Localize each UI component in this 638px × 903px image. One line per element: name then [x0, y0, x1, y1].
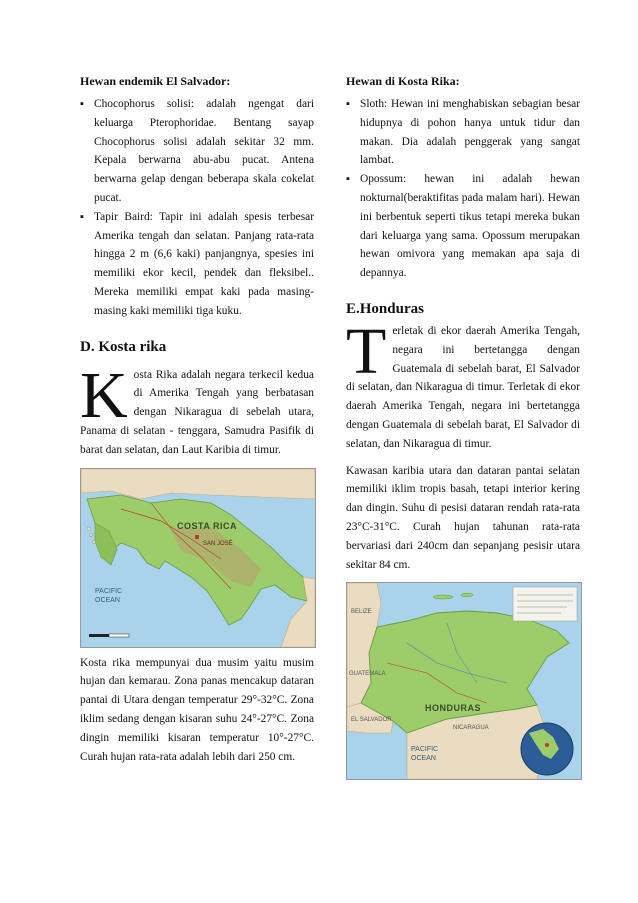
endemic-list: [80, 95, 314, 321]
map-label-country: HONDURAS: [425, 703, 482, 714]
animals-heading: Hewan di Kosta Rika:: [346, 74, 460, 88]
list-item: ▪ Chocophorus solisi: adalah ngengat dari keluarga Pterophoridae. Bentang sayap Chocophorus solisi adalah sekitar 32 mm. Kepala berwarna abu-abu pucat. Antena berwarna gelap dengan beberapa skala cokelat pucat.: [80, 95, 314, 208]
honduras-climate: Kawasan karibia utara dan dataran pantai selatan memiliki iklim tropis basah, tetapi interior kering dan dingin. Suhu di pesisi dataran rendah rata-rata 23°C-31°C. Curah hujan tahunan rata-rata bervariasi dari 240cm dan sepanjang pesisir utara sekitar 84 cm.: [346, 464, 580, 571]
map-label-guatemala: GUATEMALA: [349, 671, 386, 678]
map-label-el-salvador: EL SALVADOR: [351, 717, 392, 724]
dropcap: T: [346, 314, 387, 388]
list-item: ▪ Tapir Baird: Tapir ini adalah spesis terbesar Amerika tengah dan selatan. Panjang rata-rata hingga 2 m (6,6 kaki) panjangnya, spesies ini memiliki ekor kecil, pendek dan fleksibel.. Mereka memiliki empat kaki pada masing-masing kaki memiliki tiga kuku.: [80, 208, 314, 321]
map-label-ocean: PACIFIC OCEAN: [411, 746, 439, 763]
kosta-rika-climate: Kosta rika mempunyai dua musim yaitu musim hujan dan kemarau. Zona panas mencakup dataran pantai di Utara dengan temperatur 29°-32°C. Zona iklim sedang dengan kisaran suhu 24°-27°C. Zona dingin memiliki kisaran temperatur 10°-27°C. Curah hujan rata-rata adalah lebih dari 250 cm.: [80, 656, 314, 763]
honduras-map-svg: [347, 583, 581, 779]
list-item: ▪ Sloth: Hewan ini menghabiskan sebagian besar hidupnya di pohon hanya untuk tidur dan makan. Dia adalah penggerak yang sangat lambat.: [346, 95, 580, 170]
list-item: ▪ Opossum: hewan ini adalah hewan nokturnal(beraktifitas pada malam hari). Hewan ini berbentuk seperti tikus tetapi mereka bukan dari keluarga yang sama. Opossum merupakan hewan omivora yang memakan apa saja di depannya.: [346, 170, 580, 283]
map-label-capital: SAN JOSÉ: [203, 540, 233, 547]
section-title-kosta-rika: D. Kosta rika: [80, 338, 167, 355]
map-label-belize: BELIZE: [351, 609, 372, 616]
intro-text: osta Rika adalah negara terkecil kedua di Amerika Tengah yang berbatasan dengan Nikaragua di sebelah utara, Panama di selatan - tenggara, Samudra Pasifik di barat dan selatan, dan Laut Karibia di timur.: [80, 368, 314, 456]
map-label-nicaragua: NICARAGUA: [453, 725, 489, 732]
costa-rica-map-svg: [81, 469, 315, 647]
animal-list: [346, 95, 580, 283]
dropcap: K: [80, 358, 128, 432]
map-label-country: COSTA RICA: [177, 520, 237, 531]
honduras-intro: [346, 314, 580, 454]
costa-rica-map: [80, 468, 316, 648]
section-title-honduras: E.Honduras: [346, 300, 424, 317]
map-label-ocean: PACIFIC OCEAN: [95, 587, 123, 604]
right-column: [346, 74, 580, 780]
endemic-heading: Hewan endemik El Salvador:: [80, 74, 231, 88]
honduras-map: [346, 582, 582, 780]
intro-text: erletak di ekor daerah Amerika Tengah, negara ini bertetangga dengan Guatemala di sebelah barat, El Salvador di selatan, dan Nikaragua di timur. Terletak di ekor daerah Amerika Tengah, negara ini bertetangga dengan Guatemala di sebelah barat, El Salvador di selatan, dan Nikaragua di timur.: [346, 324, 580, 450]
left-column: [80, 74, 314, 766]
kosta-rika-intro: [80, 358, 314, 460]
